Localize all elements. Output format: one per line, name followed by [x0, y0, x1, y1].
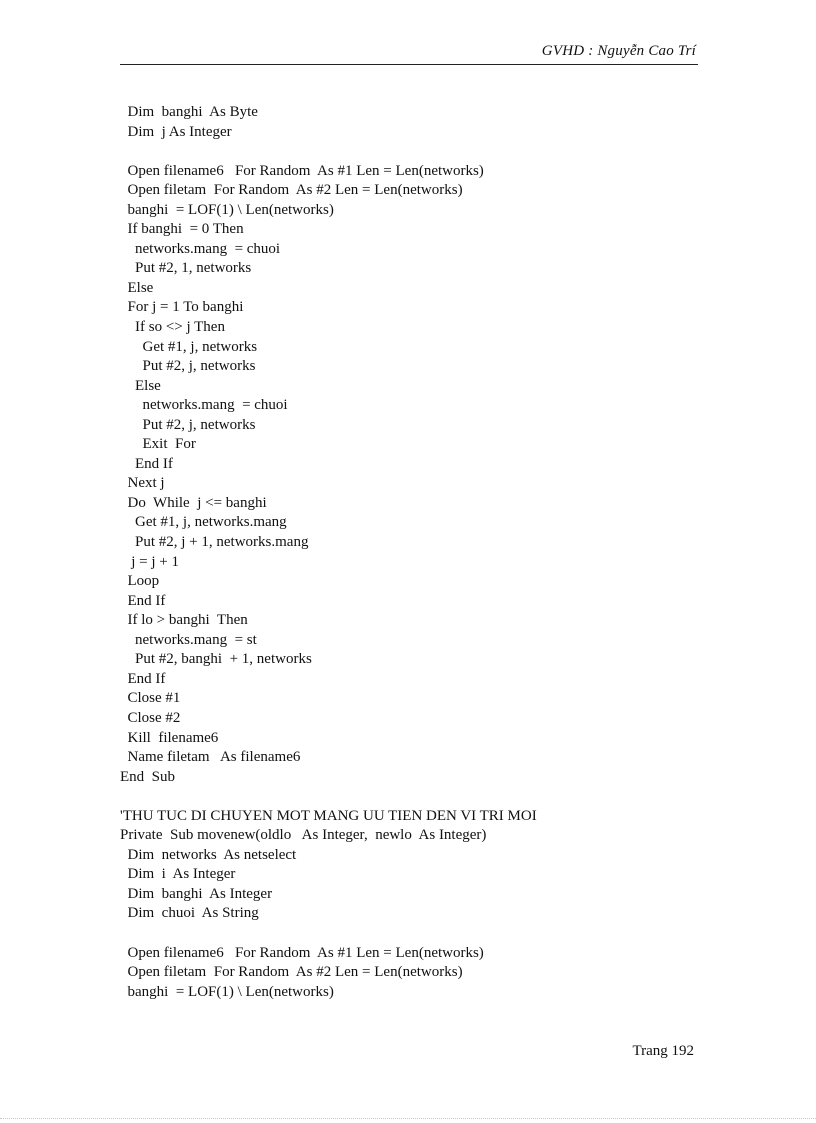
code-line: Put #2, j, networks [120, 416, 256, 433]
code-line: Loop [120, 573, 160, 590]
code-line: Exit For [120, 436, 196, 453]
page-number: Trang 192 [632, 1043, 694, 1059]
page-header [120, 42, 698, 65]
code-line: Dim chuoi As String [120, 905, 259, 922]
code-line: Put #2, j + 1, networks.mang [120, 534, 309, 551]
code-line: If lo > banghi Then [120, 612, 248, 629]
code-line: Dim banghi As Byte [120, 104, 258, 120]
code-line: Dim banghi As Integer [120, 885, 273, 902]
code-line: Kill filename6 [120, 729, 219, 746]
code-line: Get #1, j, networks.mang [120, 514, 287, 531]
code-line: networks.mang = chuoi [120, 397, 288, 414]
header-instructor-text: GVHD : Nguyễn Cao Trí [541, 43, 696, 59]
code-line: If banghi = 0 Then [120, 221, 244, 238]
code-line: Name filetam As filename6 [120, 749, 301, 766]
code-line: Put #2, j, networks [120, 358, 256, 375]
code-line: Do While j <= banghi [120, 494, 267, 511]
code-line: Dim j As Integer [120, 123, 232, 140]
blank-line [120, 142, 720, 162]
code-line: Close #2 [120, 709, 181, 726]
code-line: Open filename6 For Random As #1 Len = Len(networks) [120, 162, 484, 179]
code-line: networks.mang = st [120, 631, 257, 648]
code-line: banghi = LOF(1) \ Len(networks) [120, 983, 334, 1000]
code-line: Private Sub movenew(oldlo As Integer, newlo As Integer) [120, 827, 487, 844]
code-line: Open filename6 For Random As #1 Len = Len(networks) [120, 944, 484, 961]
blank-line [120, 924, 720, 944]
blank-line [120, 787, 720, 807]
code-line: Put #2, 1, networks [120, 260, 252, 277]
code-line: Else [120, 279, 154, 296]
code-line: Get #1, j, networks [120, 338, 258, 355]
code-line: j = j + 1 [120, 553, 180, 570]
code-line: Open filetam For Random As #2 Len = Len(networks) [120, 964, 463, 981]
page-bottom-divider [0, 1118, 816, 1119]
code-line: Dim i As Integer [120, 866, 236, 883]
code-line: If so <> j Then [120, 319, 225, 336]
code-line: Open filetam For Random As #2 Len = Len(networks) [120, 182, 463, 199]
code-line: End If [120, 670, 166, 687]
code-line: For j = 1 To banghi [120, 299, 244, 316]
code-line: End Sub [120, 768, 176, 785]
code-line: Put #2, banghi + 1, networks [120, 651, 312, 668]
code-line: Next j [120, 475, 165, 492]
code-listing [120, 103, 720, 1002]
code-line: 'THU TUC DI CHUYEN MOT MANG UU TIEN DEN VI TRI MOI [120, 807, 537, 824]
code-line: Dim networks As netselect [120, 846, 297, 863]
code-line: End If [120, 455, 173, 472]
code-line: Else [120, 377, 161, 394]
code-line: End If [120, 592, 166, 609]
code-line: Close #1 [120, 690, 181, 707]
code-line: networks.mang = chuoi [120, 240, 281, 257]
code-line: banghi = LOF(1) \ Len(networks) [120, 201, 334, 218]
